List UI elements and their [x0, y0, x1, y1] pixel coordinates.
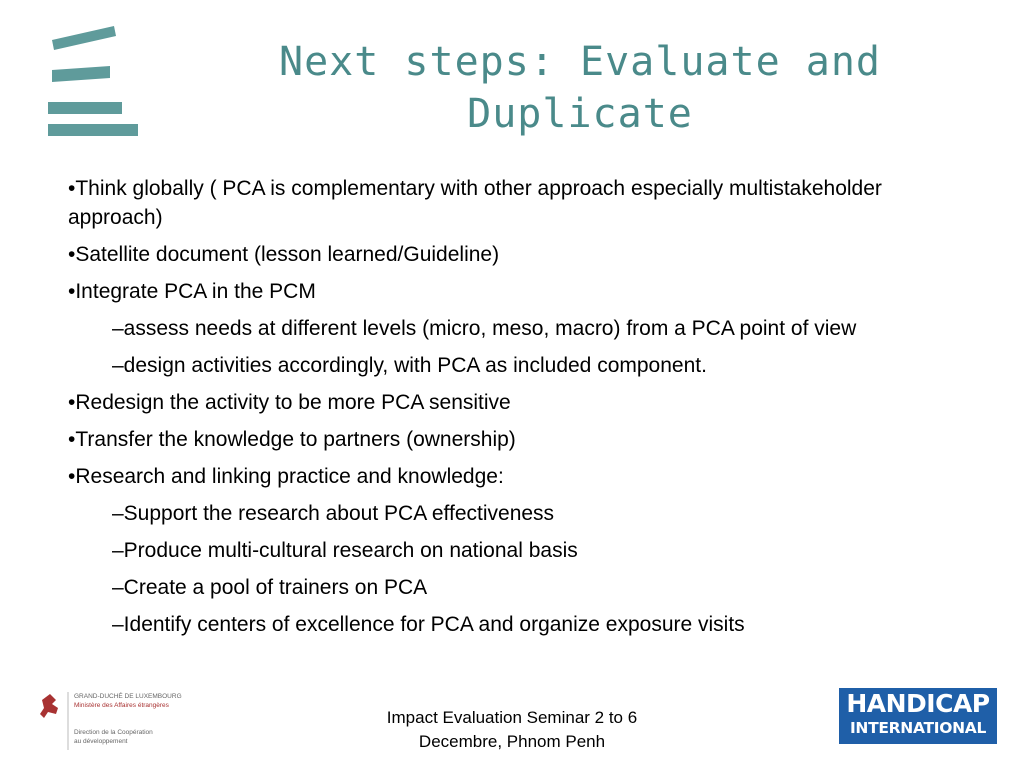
slide-title: Next steps: Evaluate and Duplicate	[279, 39, 881, 137]
handicap-logo-line1: HANDICAP	[846, 689, 990, 718]
luxembourg-logo-text	[74, 692, 182, 746]
footer-caption	[330, 706, 694, 754]
lux-line3: Direction de la Coopération	[74, 729, 153, 736]
bullet-item: •Think globally ( PCA is complementary with other approach especially multistakeholder approach)	[68, 177, 882, 229]
slide-logo-icon	[44, 26, 140, 138]
bullet-item: •Redesign the activity to be more PCA sensitive	[68, 391, 511, 414]
lux-line1: GRAND-DUCHÉ DE LUXEMBOURG	[74, 693, 182, 700]
sub-bullet-item: –Identify centers of excellence for PCA and organize exposure visits	[112, 613, 745, 636]
lux-line2: Ministère des Affaires étrangères	[74, 702, 169, 709]
sub-bullet-item: –Support the research about PCA effectiveness	[112, 502, 555, 525]
sub-bullet-item: –assess needs at different levels (micro, meso, macro) from a PCA point of view	[112, 317, 857, 340]
sub-bullet-item: –design activities accordingly, with PCA as included component.	[112, 354, 707, 377]
sub-bullet-item: –Produce multi-cultural research on national basis	[112, 539, 578, 562]
handicap-international-logo	[839, 688, 997, 744]
bullet-item: •Transfer the knowledge to partners (ownership)	[68, 428, 516, 451]
bullet-item: •Research and linking practice and knowledge:	[68, 465, 504, 488]
bullet-list	[68, 174, 978, 647]
bullet-item: •Integrate PCA in the PCM	[68, 280, 316, 303]
bullet-item: •Satellite document (lesson learned/Guideline)	[68, 243, 500, 266]
footer-line2: Decembre, Phnom Penh	[418, 732, 606, 751]
handicap-logo-line2: INTERNATIONAL	[849, 719, 987, 737]
lux-line4: au développement	[74, 738, 128, 745]
sub-bullet-item: –Create a pool of trainers on PCA	[112, 576, 428, 599]
footer-line1: Impact Evaluation Seminar 2 to 6	[386, 708, 638, 727]
